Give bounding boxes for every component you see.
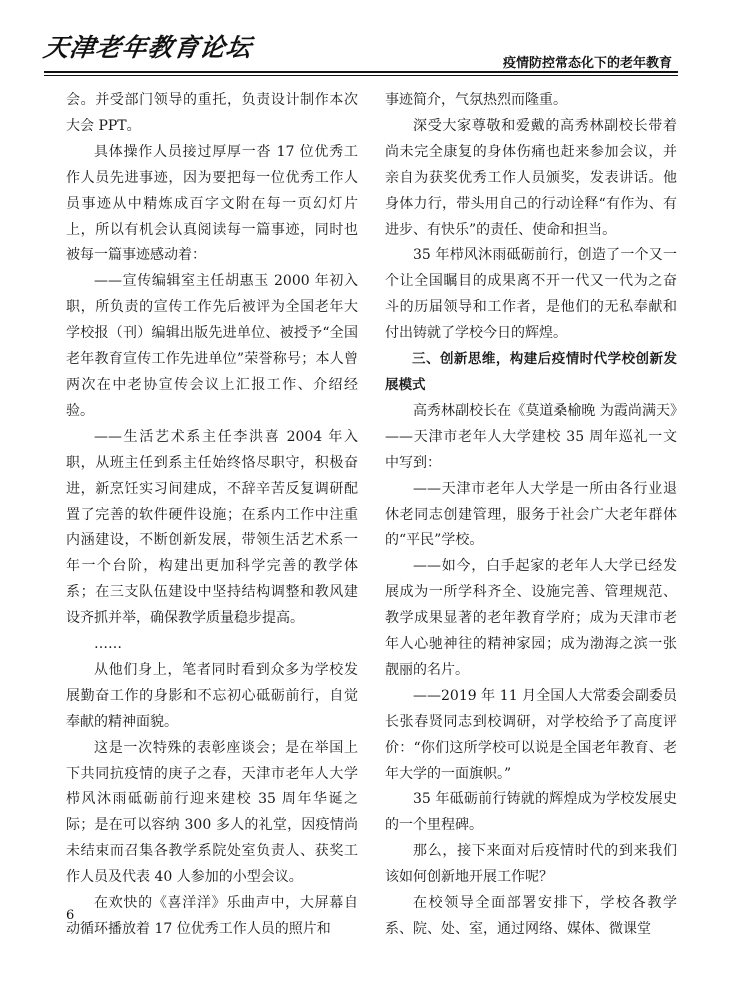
section-title: 疫情防控常态化下的老年教育 [502, 56, 672, 71]
paragraph: 在校领导全面部署安排下，学校各教学系、院、处、室，通过网络、媒体、微课堂 [385, 895, 677, 937]
paragraph: 这是一次特殊的表彰座谈会；是在举国上下共同抗疫情的庚子之春，天津市老年人大学栉风沐雨砥砺前行迎来建校 35 周年华诞之际；是在可以容纳 300 多人的礼堂，因疫情尚未结束而召集各教学系院处室负责人、获奖工作人员及代表 40 人参加的小型会议。 [66, 739, 358, 886]
paragraph: ——2019 年 11 月全国人大常委会副委员长张春贤同志到校调研，对学校给予了高度评价：“你们这所学校可以说是全国老年教育、老年大学的一面旗帜。” [385, 687, 677, 782]
paragraph: ——如今，白手起家的老年人大学已经发展成为一所学科齐全、设施完善、管理规范、教学成果显著的老年教育学府；成为天津市老年人心驰神往的精神家园；成为渤海之滨一张靓丽的名片。 [385, 558, 677, 678]
paragraph: 会。并受部门领导的重托，负责设计制作本次大会 PPT。 [66, 92, 358, 134]
paragraph: 深受大家尊敬和爱戴的高秀林副校长带着尚未完全康复的身体伤痛也赶来参加会议，并亲自为获奖优秀工作人员颁奖，发表讲话。他身体力行，带头用自己的行动诠释“有作为、有进步、有快乐”的责任、使命和担当。 [385, 117, 677, 238]
paragraph: 具体操作人员接过厚厚一沓 17 位优秀工作人员先进事迹，因为要把每一位优秀工作人员事迹从中精炼成百字文附在每一页幻灯片上，所以有机会认真阅读每一篇事迹，同时也被每一篇事迹感动着： [66, 143, 358, 264]
section-heading: 三、创新思维，构建后疫情时代学校创新发展模式 [385, 351, 677, 393]
page-number: 6 [66, 908, 75, 923]
masthead-logo: 天津老年教育论坛 [41, 33, 254, 62]
right-column [385, 88, 677, 943]
paragraph: 从他们身上，笔者同时看到众多为学校发展勤奋工作的身影和不忘初心砥砺前行，自觉奉献的精神面貌。 [66, 661, 358, 730]
ellipsis: …… [94, 636, 122, 653]
paragraph: 事迹简介，气氛热烈而隆重。 [385, 92, 567, 108]
paragraph: ——天津市老年人大学是一所由各行业退休老同志创建管理，服务于社会广大老年群体的“平民”学校。 [385, 480, 677, 549]
paragraph: 在欢快的《喜洋洋》乐曲声中，大屏幕自动循环播放着 17 位优秀工作人员的照片和 [66, 895, 358, 937]
header-rule-thin [44, 75, 678, 76]
header-rule [44, 71, 678, 73]
paragraph: 35 年砥砺前行铸就的辉煌成为学校发展史的一个里程碑。 [385, 791, 677, 834]
paragraph: 35 年栉风沐雨砥砺前行，创造了一个又一个让全国瞩目的成果离不开一代又一代为之奋斗的历届领导和工作者，是他们的无私奉献和付出铸就了学校今日的辉煌。 [385, 247, 677, 342]
paragraph: ——宣传编辑室主任胡惠玉 2000 年初入职，所负责的宣传工作先后被评为全国老年大学校报（刊）编辑出版先进单位、被授予“全国老年教育宣传工作先进单位”荣誉称号；本人曾两次在中老协宣传会议上汇报工作、介绍经验。 [66, 273, 358, 419]
left-column [66, 88, 358, 943]
page-header [0, 0, 730, 80]
paragraph: 高秀林副校长在《莫道桑榆晚 为霞尚满天》——天津市老年人大学建校 35 周年巡礼一文中写到： [385, 402, 677, 471]
paragraph: ——生活艺术系主任李洪喜 2004 年入职，从班主任到系主任始终恪尽职守，积极奋进，新烹饪实习间建成，不辞辛苦反复调研配置了完善的软件硬件设施；在系内工作中注重内涵建设，不断创新发展，带领生活艺术系一年一个台阶，构建出更加科学完善的教学体系；在三支队伍建设中坚持结构调整和教风建设齐抓并举，确保教学质量稳步提高。 [66, 428, 358, 627]
paragraph: 那么，接下来面对后疫情时代的到来我们该如何创新地开展工作呢？ [385, 843, 677, 886]
